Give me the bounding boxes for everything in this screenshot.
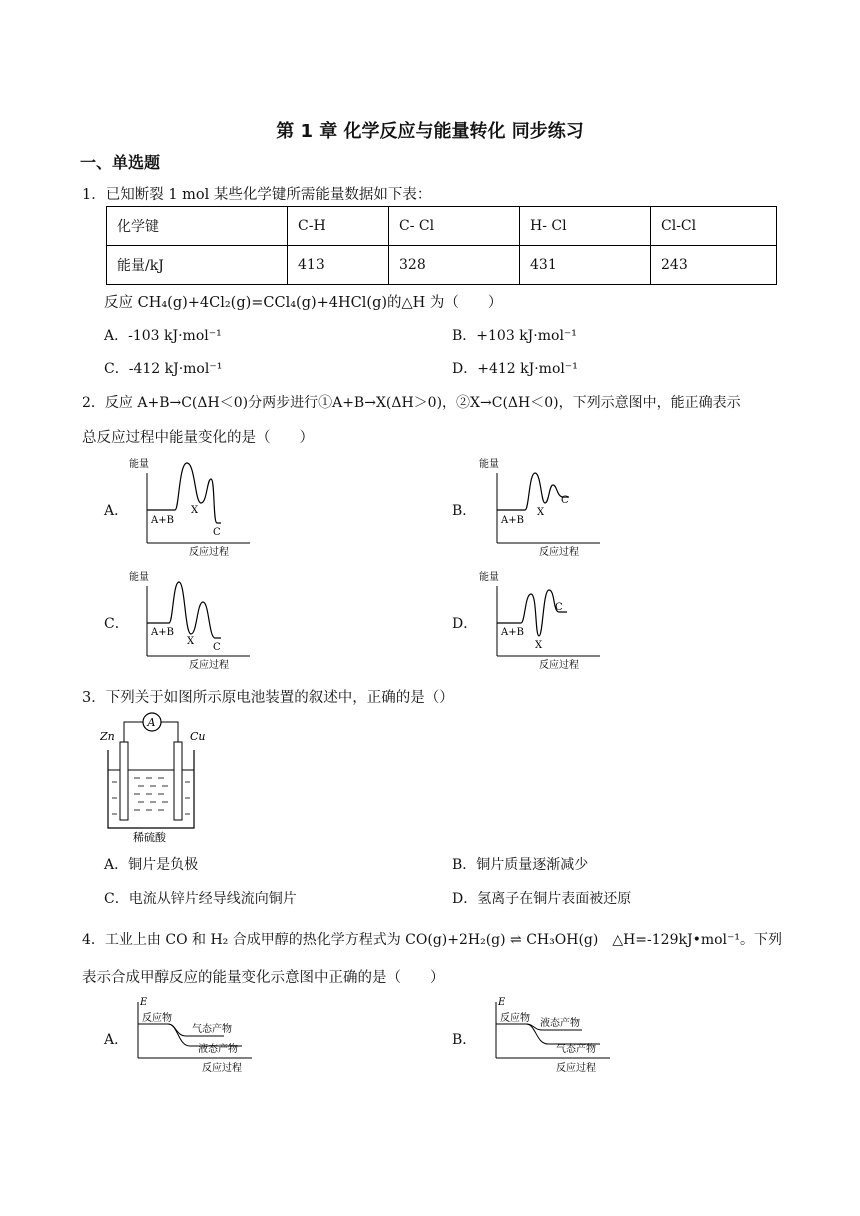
q3-option-d[interactable]: D．氢离子在铜片表面被还原 xyxy=(452,891,632,907)
axis-x-label: 反应过程 xyxy=(189,660,229,671)
lower-product-label: 气态产物 xyxy=(556,1044,596,1055)
table-cell: 413 xyxy=(288,246,389,285)
q2-option-a[interactable]: A． xyxy=(104,503,129,519)
q2-option-b[interactable]: B． xyxy=(452,503,477,519)
label-x: X xyxy=(535,640,543,651)
label-c: C xyxy=(561,495,569,506)
axis-x-label: 反应过程 xyxy=(556,1063,596,1074)
label-ab: A+B xyxy=(501,627,524,638)
q4-stem-line2: 表示合成甲醇反应的能量变化示意图中正确的是（ ） xyxy=(82,970,445,986)
q3-option-a[interactable]: A．铜片是负极 xyxy=(104,857,199,873)
table-cell: 328 xyxy=(389,246,520,285)
energy-diagram-b xyxy=(475,455,605,560)
cu-label: Cu xyxy=(190,730,206,743)
q1-stem: 1．已知断裂 1 mol 某些化学键所需能量数据如下表： xyxy=(82,187,432,203)
q2-stem-line2: 总反应过程中能量变化的是（ ） xyxy=(82,430,314,446)
zn-electrode xyxy=(120,742,128,820)
table-cell: Cl-Cl xyxy=(651,207,777,246)
table-cell: 431 xyxy=(520,246,651,285)
q4-stem-line1: 4．工业上由 CO 和 H₂ 合成甲醇的热化学方程式为 CO(g)+2H₂(g) ⇌ CH₃OH(g) △H=-129kJ•mol⁻¹。下列 xyxy=(82,932,783,948)
zn-label: Zn xyxy=(100,730,115,743)
solution-label: 稀硫酸 xyxy=(133,831,166,844)
table-row xyxy=(107,207,777,246)
table-cell: 243 xyxy=(651,246,777,285)
page-title: 第 1 章 化学反应与能量转化 同步练习 xyxy=(276,121,584,142)
label-c: C xyxy=(213,642,221,653)
label-x: X xyxy=(537,507,545,518)
q2-stem-line1: 2．反应 A+B→C(ΔH＜0)分两步进行①A+B→X(ΔH＞0)，②X→C(ΔH＜0)，下列示意图中，能正确表示 xyxy=(82,395,741,411)
label-ab: A+B xyxy=(151,627,174,638)
table-cell: 能量/kJ xyxy=(107,246,288,285)
energy-diagram-d xyxy=(475,568,605,673)
galvanic-cell-figure xyxy=(100,710,210,845)
q3-option-c[interactable]: C．电流从锌片经导线流向铜片 xyxy=(104,891,297,907)
q1-option-b[interactable]: B．+103 kJ·mol⁻¹ xyxy=(452,328,577,344)
q1-reaction: 反应 CH₄(g)+4Cl₂(g)=CCl₄(g)+4HCl(g)的△H 为（ ） xyxy=(104,295,503,311)
axis-y-label: 能量 xyxy=(129,572,149,583)
q4-option-b[interactable]: B． xyxy=(452,1032,477,1048)
axis-y-label: 能量 xyxy=(129,459,149,470)
axis-y-label: E xyxy=(140,997,148,1008)
energy-diagram-c xyxy=(125,568,255,673)
axis-y-label: 能量 xyxy=(479,459,499,470)
q1-option-c[interactable]: C．-412 kJ·mol⁻¹ xyxy=(104,361,223,377)
axis-x-label: 反应过程 xyxy=(539,660,579,671)
upper-product-label: 气态产物 xyxy=(192,1024,232,1035)
label-x: X xyxy=(187,636,195,647)
q1-option-d[interactable]: D．+412 kJ·mol⁻¹ xyxy=(452,361,578,377)
table-cell: C-H xyxy=(288,207,389,246)
cu-electrode xyxy=(174,742,182,820)
axis-x-label: 反应过程 xyxy=(189,547,229,558)
lower-product-label: 液态产物 xyxy=(198,1044,238,1055)
energy-diagram-a xyxy=(125,455,255,560)
table-cell: C- Cl xyxy=(389,207,520,246)
ammeter-label: A xyxy=(147,716,156,729)
axis-y-label: E xyxy=(498,997,506,1008)
reactant-label: 反应物 xyxy=(500,1013,530,1024)
table-row xyxy=(107,246,777,285)
label-c: C xyxy=(213,527,221,538)
axis-y-label: 能量 xyxy=(479,572,499,583)
section-heading: 一、单选题 xyxy=(80,153,161,172)
upper-product-label: 液态产物 xyxy=(540,1018,580,1029)
q4-diagram-a xyxy=(132,994,262,1076)
bond-energy-table xyxy=(106,206,777,285)
q3-option-b[interactable]: B．铜片质量逐渐减少 xyxy=(452,857,589,873)
reactant-label: 反应物 xyxy=(142,1013,172,1024)
q3-stem: 3．下列关于如图所示原电池装置的叙述中，正确的是（） xyxy=(82,690,454,706)
axis-x-label: 反应过程 xyxy=(539,547,579,558)
q2-option-c[interactable]: C． xyxy=(104,616,129,632)
axis-x-label: 反应过程 xyxy=(202,1063,242,1074)
table-cell: H- Cl xyxy=(520,207,651,246)
q4-option-a[interactable]: A． xyxy=(104,1032,129,1048)
q1-option-a[interactable]: A．-103 kJ·mol⁻¹ xyxy=(104,328,222,344)
label-ab: A+B xyxy=(501,515,524,526)
label-c: C xyxy=(555,602,563,613)
label-ab: A+B xyxy=(151,515,174,526)
q4-diagram-b xyxy=(490,994,620,1076)
table-cell: 化学键 xyxy=(107,207,288,246)
q2-option-d[interactable]: D． xyxy=(452,616,478,632)
label-x: X xyxy=(191,505,199,516)
